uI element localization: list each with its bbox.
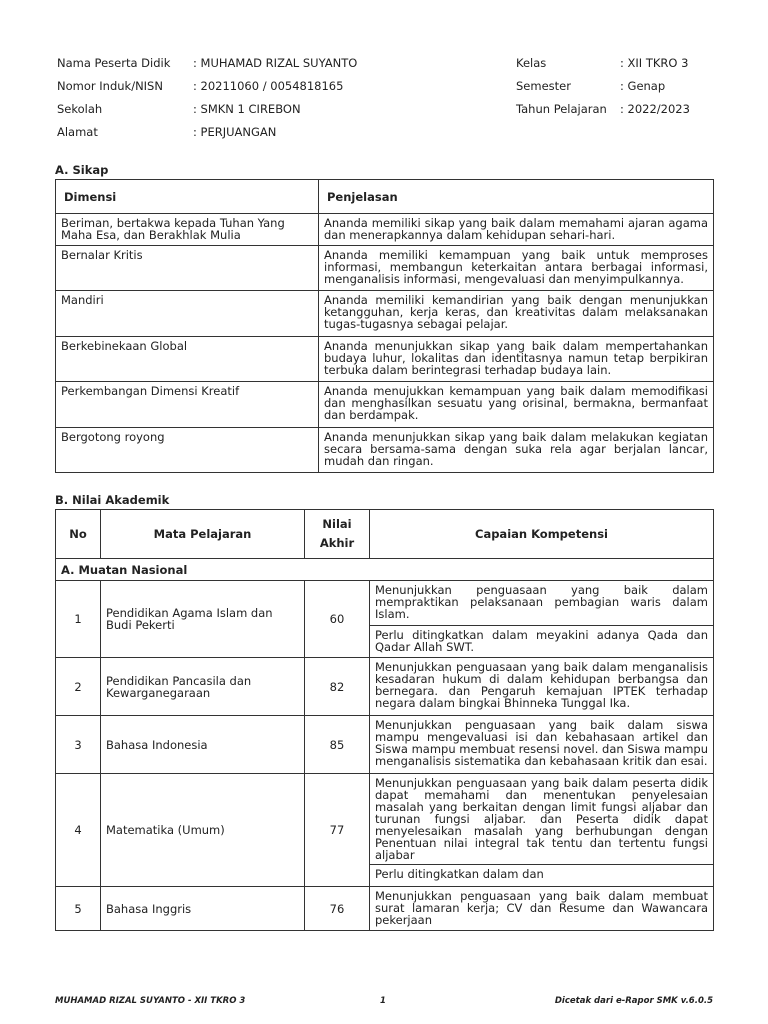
akademik-table xyxy=(55,509,714,931)
section-title-sikap: A. Sikap xyxy=(55,163,109,177)
identity-label: Alamat xyxy=(57,125,98,139)
table-row xyxy=(56,291,714,337)
subject-name: Bahasa Inggris xyxy=(101,887,305,931)
table-row xyxy=(56,658,714,716)
row-number: 2 xyxy=(56,658,101,716)
section-title-akademik: B. Nilai Akademik xyxy=(55,493,170,507)
dimensi-cell: Berkebinekaan Global xyxy=(56,337,319,382)
subject-name: Matematika (Umum) xyxy=(101,774,305,887)
subject-name: Pendidikan Agama Islam dan Budi Pekerti xyxy=(101,581,305,658)
competency-text: Menunjukkan penguasaan yang baik dalam menganalisis kesadaran hukum di dalam kehidupan berbangsa dan bernegara. dan Pengaruh kemajuan IPTEK terhadap negara dalam bingkai Bhinneka Tunggal Ika. xyxy=(370,658,714,716)
identity-value: : PERJUANGAN xyxy=(193,125,277,139)
dimensi-cell: Perkembangan Dimensi Kreatif xyxy=(56,382,319,428)
identity-value: : XII TKRO 3 xyxy=(620,56,689,70)
page-number: 1 xyxy=(380,996,386,1006)
penjelasan-cell: Ananda menunjukkan sikap yang baik dalam mempertahankan budaya luhur, lokalitas dan identitasnya namun tetap berpikiran terbuka dalam berintegrasi terhadap budaya lain. xyxy=(319,337,714,382)
table-row xyxy=(56,214,714,246)
identity-value: : 20211060 / 0054818165 xyxy=(193,79,344,93)
penjelasan-cell: Ananda memiliki kemandirian yang baik dengan menunjukkan ketangguhan, kerja keras, dan kreativitas dalam melaksanakan tugas-tugasnya sebagai pelajar. xyxy=(319,291,714,337)
dimensi-cell: Bernalar Kritis xyxy=(56,246,319,291)
final-score: 76 xyxy=(305,887,370,931)
table-row xyxy=(56,887,714,931)
column-header-penjelasan: Penjelasan xyxy=(319,180,714,214)
sikap-table xyxy=(55,179,714,473)
dimensi-cell: Beriman, bertakwa kepada Tuhan Yang Maha Esa, dan Berakhlak Mulia xyxy=(56,214,319,246)
competency-text: Menunjukkan penguasaan yang baik dalam peserta didik dapat memahami dan menentukan penyelesaian masalah yang berkaitan dengan limit fungsi aljabar dan turunan fungsi aljabar. dan Peserta didik dapat menyelesaikan masalah yang berhubungan dengan Penentuan nilai integral tak tentu dan tertentu fungsi aljabar xyxy=(370,774,714,865)
competency-text: Perlu ditingkatkan dalam meyakini adanya Qada dan Qadar Allah SWT. xyxy=(370,626,714,658)
penjelasan-cell: Ananda memiliki sikap yang baik dalam memahami ajaran agama dan menerapkannya dalam kehidupan sehari-hari. xyxy=(319,214,714,246)
table-row xyxy=(56,382,714,428)
identity-value: : Genap xyxy=(620,79,666,93)
column-header-mapel: Mata Pelajaran xyxy=(101,510,305,559)
identity-value: : MUHAMAD RIZAL SUYANTO xyxy=(193,56,358,70)
row-number: 1 xyxy=(56,581,101,658)
column-header-dimensi: Dimensi xyxy=(56,180,319,214)
competency-text: Perlu ditingkatkan dalam dan xyxy=(370,865,714,887)
identity-label: Semester xyxy=(516,79,571,93)
final-score: 82 xyxy=(305,658,370,716)
identity-value: : 2022/2023 xyxy=(620,102,690,116)
row-number: 5 xyxy=(56,887,101,931)
dimensi-cell: Bergotong royong xyxy=(56,428,319,473)
identity-label: Kelas xyxy=(516,56,547,70)
competency-text: Menunjukkan penguasaan yang baik dalam mempraktikan pelaksanaan pembagian waris dalam Islam. xyxy=(370,581,714,626)
identity-row xyxy=(57,100,717,123)
identity-label: Sekolah xyxy=(57,102,103,116)
column-header-capaian: Capaian Kompetensi xyxy=(370,510,714,559)
page-footer xyxy=(55,996,713,1010)
identity-row xyxy=(57,123,717,146)
identity-row xyxy=(57,77,717,100)
competency-text: Menunjukkan penguasaan yang baik dalam membuat surat lamaran kerja; CV dan Resume dan Wawancara pekerjaan xyxy=(370,887,714,931)
table-row xyxy=(56,246,714,291)
identity-label: Nama Peserta Didik xyxy=(57,56,171,70)
student-identity xyxy=(57,54,717,146)
subject-name: Pendidikan Pancasila dan Kewarganegaraan xyxy=(101,658,305,716)
column-header-no: No xyxy=(56,510,101,559)
table-row xyxy=(56,337,714,382)
penjelasan-cell: Ananda menunjukkan sikap yang baik dalam melakukan kegiatan secara bersama-sama dengan suka rela agar berjalan lancar, mudah dan ringan. xyxy=(319,428,714,473)
identity-label: Tahun Pelajaran xyxy=(516,102,607,116)
footer-printed-by: Dicetak dari e-Rapor SMK v.6.0.5 xyxy=(554,996,713,1006)
final-score: 77 xyxy=(305,774,370,887)
identity-label: Nomor Induk/NISN xyxy=(57,79,163,93)
footer-student: MUHAMAD RIZAL SUYANTO - XII TKRO 3 xyxy=(55,996,246,1006)
penjelasan-cell: Ananda menujukkan kemampuan yang baik dalam memodifikasi dan menghasilkan sesuatu yang orisinal, bermakna, bermanfaat dan berdampak. xyxy=(319,382,714,428)
group-label: A. Muatan Nasional xyxy=(56,559,714,581)
table-row xyxy=(56,428,714,473)
identity-row xyxy=(57,54,717,77)
table-row xyxy=(56,774,714,865)
row-number: 3 xyxy=(56,716,101,774)
table-header-row xyxy=(56,510,714,559)
identity-value: : SMKN 1 CIREBON xyxy=(193,102,301,116)
final-score: 60 xyxy=(305,581,370,658)
table-row xyxy=(56,716,714,774)
row-number: 4 xyxy=(56,774,101,887)
competency-text: Menunjukkan penguasaan yang baik dalam siswa mampu mengevaluasi isi dan kebahasaan artikel dan Siswa mampu membuat resensi novel. dan Siswa mampu menganalisis sistematika dan kebahasaan kritik dan esai. xyxy=(370,716,714,774)
table-row xyxy=(56,581,714,626)
group-row xyxy=(56,559,714,581)
final-score: 85 xyxy=(305,716,370,774)
table-header-row xyxy=(56,180,714,214)
penjelasan-cell: Ananda memiliki kemampuan yang baik untuk memproses informasi, membangun keterkaitan antara berbagai informasi, menganalisis informasi, mengevaluasi dan menyimpulkannya. xyxy=(319,246,714,291)
dimensi-cell: Mandiri xyxy=(56,291,319,337)
column-header-nilai: Nilai Akhir xyxy=(305,510,370,559)
subject-name: Bahasa Indonesia xyxy=(101,716,305,774)
